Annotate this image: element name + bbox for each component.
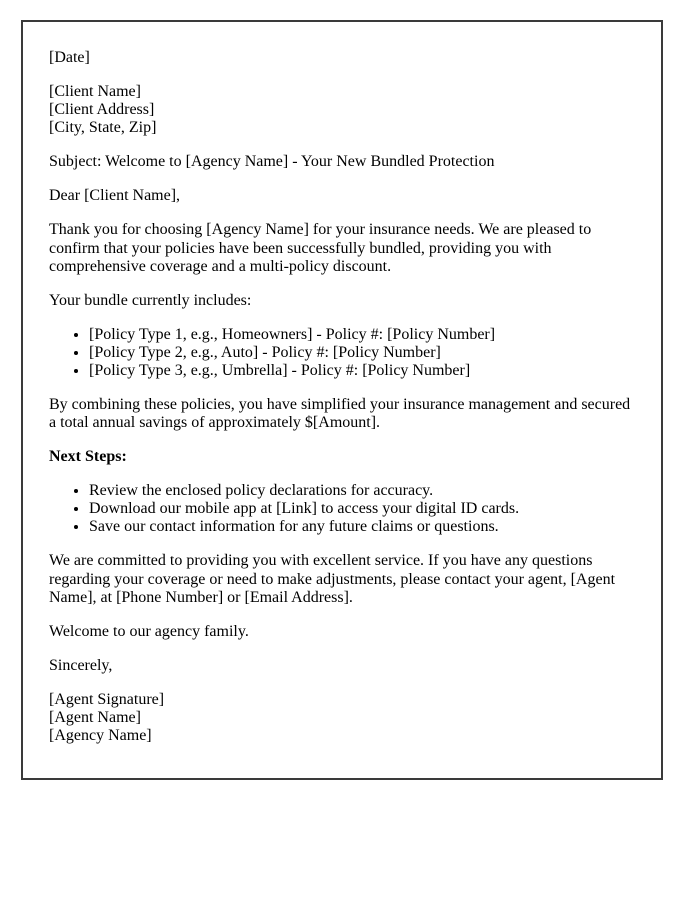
paragraph-line: comprehensive coverage and a multi-policy discount. <box>49 257 392 275</box>
paragraph-line: Thank you for choosing [Agency Name] for your insurance needs. We are pleased to <box>49 221 592 239</box>
paragraph <box>49 691 647 745</box>
bullet-list <box>49 482 647 536</box>
paragraph <box>49 187 647 205</box>
paragraph <box>49 153 647 171</box>
paragraph-line: [Agency Name] <box>49 727 152 745</box>
paragraph-line: [City, State, Zip] <box>49 119 157 137</box>
list-item: • Review the enclosed policy declarations for accuracy. <box>89 482 647 500</box>
paragraph <box>49 552 647 606</box>
paragraph-line: Sincerely, <box>49 656 113 674</box>
paragraph-line: Subject: Welcome to [Agency Name] - Your New Bundled Protection <box>49 153 495 171</box>
paragraph-line: Welcome to our agency family. <box>49 622 249 640</box>
paragraph <box>49 657 647 675</box>
paragraph <box>49 292 647 310</box>
paragraph-line: [Agent Name] <box>49 708 141 726</box>
paragraph-line: confirm that your policies have been successfully bundled, providing you with <box>49 239 552 257</box>
paragraph-line: Next Steps: <box>49 448 127 466</box>
paragraph <box>49 83 647 137</box>
paragraph <box>49 623 647 641</box>
paragraph-line: a total annual savings of approximately $[Amount]. <box>49 414 381 432</box>
list-item: • [Policy Type 1, e.g., Homeowners] - Policy #: [Policy Number] <box>89 326 647 344</box>
paragraph <box>49 448 647 466</box>
letter-container <box>21 20 663 780</box>
list-item: • Download our mobile app at [Link] to access your digital ID cards. <box>89 500 647 518</box>
paragraph-line: [Date] <box>49 49 90 66</box>
paragraph-line: [Client Address] <box>49 101 155 119</box>
paragraph-line: [Client Name] <box>49 83 141 101</box>
list-item: • Save our contact information for any future claims or questions. <box>89 518 647 536</box>
paragraph-line: Name], at [Phone Number] or [Email Address]. <box>49 588 353 606</box>
letter-body <box>49 49 647 745</box>
paragraph-line: Your bundle currently includes: <box>49 291 252 309</box>
paragraph-line: [Agent Signature] <box>49 690 165 708</box>
paragraph-line: Dear [Client Name], <box>49 187 181 205</box>
paragraph-line: regarding your coverage or need to make adjustments, please contact your agent, [Agent <box>49 570 616 588</box>
list-item: • [Policy Type 2, e.g., Auto] - Policy #: [Policy Number] <box>89 344 647 362</box>
paragraph <box>49 396 647 432</box>
paragraph <box>49 49 647 67</box>
paragraph-line: By combining these policies, you have simplified your insurance management and secured <box>49 396 631 414</box>
list-item: • [Policy Type 3, e.g., Umbrella] - Policy #: [Policy Number] <box>89 362 647 380</box>
bullet-list <box>49 326 647 380</box>
paragraph-line: We are committed to providing you with excellent service. If you have any questions <box>49 552 593 570</box>
paragraph <box>49 221 647 275</box>
